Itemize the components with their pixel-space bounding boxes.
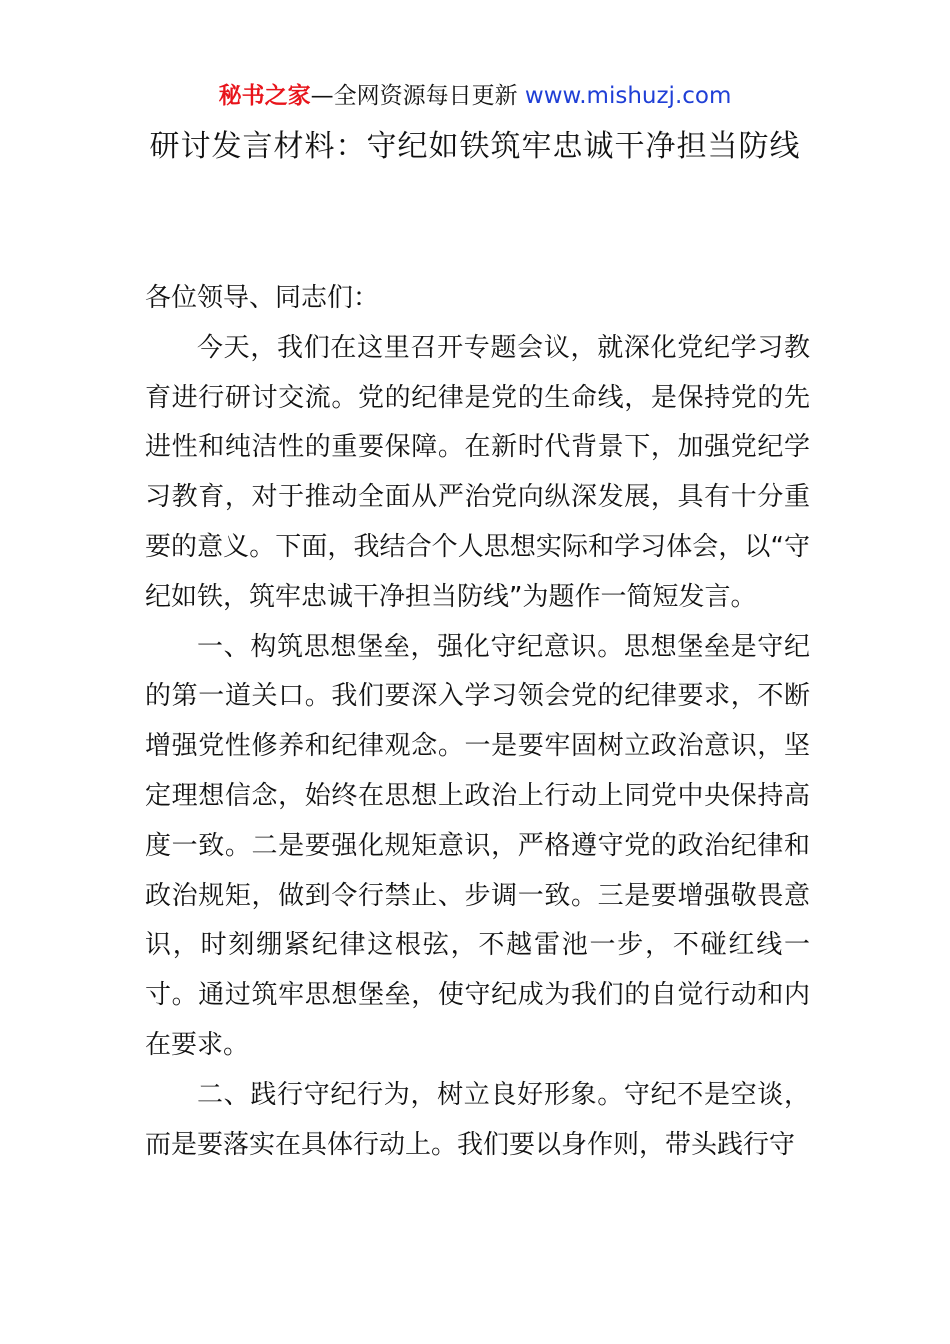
paragraph: 一、构筑思想堡垒，强化守纪意识。思想堡垒是守纪的第一道关口。我们要深入学习领会党的纪律要求，不断增强党性修养和纪律观念。一是要牢固树立政治意识，坚定理想信念，始终在思想上政治上行动上同党中央保持高度一致。二是要强化规矩意识，严格遵守党的政治纪律和政治规矩，做到令行禁止、步调一致。三是要增强敬畏意识，时刻绷紧纪律这根弦，不越雷池一步，不碰红线一寸。通过筑牢思想堡垒，使守纪成为我们的自觉行动和内在要求。	[145, 631, 810, 1060]
document-body	[145, 274, 810, 1170]
site-header	[0, 80, 950, 112]
salutation: 各位领导、同志们：	[145, 283, 380, 313]
document-title: 研讨发言材料：守纪如铁筑牢忠诚干净担当防线	[149, 129, 801, 164]
site-brand: 秘书之家	[218, 83, 311, 109]
paragraph: 今天，我们在这里召开专题会议，就深化党纪学习教育进行研讨交流。党的纪律是党的生命线，是保持党的先进性和纯洁性的重要保障。在新时代背景下，加强党纪学习教育，对于推动全面从严治党向纵深发展，具有十分重要的意义。下面，我结合个人思想实际和学习体会，以“守纪如铁，筑牢忠诚干净担当防线”为题作一简短发言。	[145, 332, 810, 612]
site-tagline: —全网资源每日更新	[310, 83, 525, 109]
site-url[interactable]: www.mishuzj.com	[524, 83, 732, 109]
paragraph: 二、践行守纪行为，树立良好形象。守纪不是空谈，而是要落实在具体行动上。我们要以身作则，带头践行守	[145, 1079, 810, 1160]
